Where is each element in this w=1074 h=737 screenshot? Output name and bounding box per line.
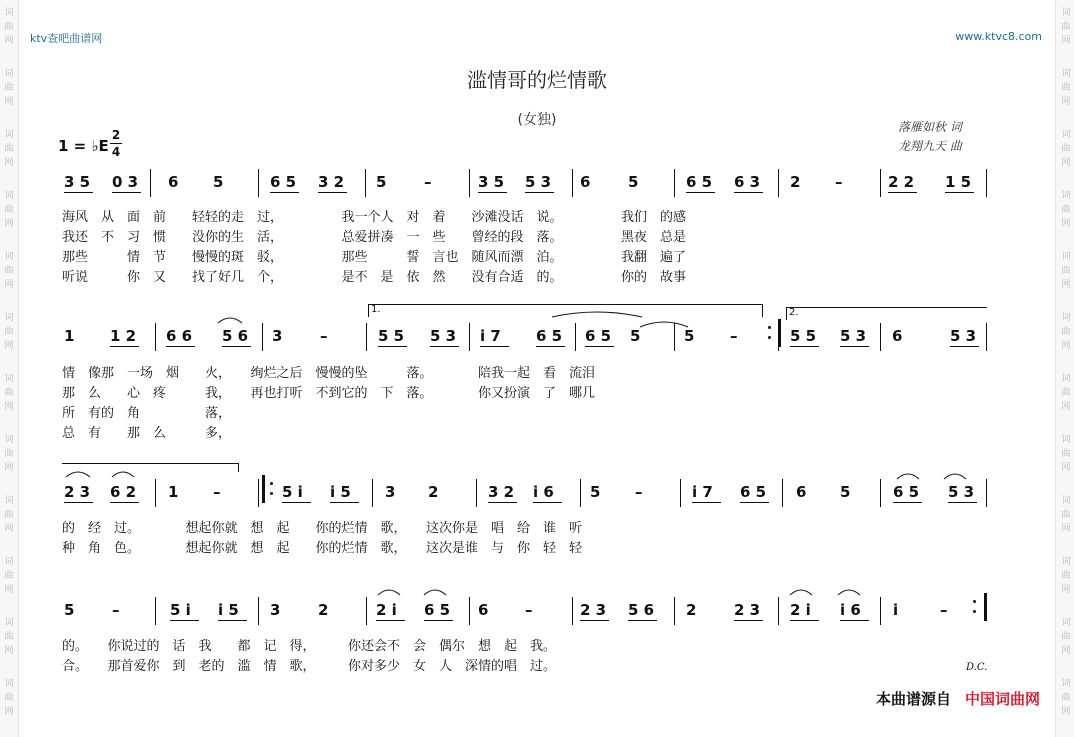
first-ending-label: 1. [371, 304, 381, 315]
watermark-glyph: 网 [1061, 36, 1071, 46]
bar-line [476, 479, 477, 507]
watermark-glyph: 曲 [4, 388, 14, 398]
time-signature-bottom: 4 [111, 145, 121, 159]
note-group: – [424, 173, 432, 191]
note-group: 1 [64, 327, 75, 345]
watermark-glyph: 词 [4, 496, 14, 506]
beam-underline [840, 346, 869, 347]
beam-underline [376, 620, 405, 621]
note-group: 2 3 [580, 601, 607, 619]
beam-underline [790, 346, 819, 347]
beam-underline [488, 502, 517, 503]
watermark-glyph: 词 [4, 130, 14, 140]
slur-arc [838, 588, 860, 596]
note-group: – [835, 173, 843, 191]
watermark-glyph: 网 [4, 524, 14, 534]
bar-line [778, 169, 779, 197]
bar-line [155, 479, 156, 507]
site-link-left[interactable]: ktv查吧曲谱网 [30, 32, 103, 45]
watermark-glyph: 词 [1061, 679, 1071, 689]
beam-underline [270, 192, 299, 193]
watermark-glyph: 曲 [1061, 510, 1071, 520]
beam-underline [480, 346, 509, 347]
note-group: 3 [385, 483, 396, 501]
beam-underline [948, 502, 977, 503]
beam-underline [378, 346, 407, 347]
beam-underline [790, 620, 819, 621]
watermark-glyph: 曲 [1061, 449, 1071, 459]
watermark-glyph: 词 [4, 191, 14, 201]
lyric-line: 总 有 那 么 多， [62, 426, 232, 441]
repeat-start-barline [262, 475, 265, 503]
note-group: 2 [686, 601, 697, 619]
bar-line [680, 479, 681, 507]
slur-arc [112, 470, 134, 478]
note-group: 6 2 [110, 483, 137, 501]
slur-arc [944, 472, 966, 480]
note-group: 2 [428, 483, 439, 501]
watermark-glyph: 曲 [4, 205, 14, 215]
repeat-dot [768, 326, 771, 329]
note-group: 6 [478, 601, 489, 619]
beam-underline [218, 620, 247, 621]
watermark-glyph: 网 [1061, 585, 1071, 595]
note-group: 5 5 [790, 327, 817, 345]
beam-underline [580, 620, 609, 621]
repeat-end-barline [778, 319, 781, 347]
watermark-glyph: 网 [4, 341, 14, 351]
note-group: 5 i [170, 601, 191, 619]
bar-line [575, 323, 576, 351]
note-group: i 7 [692, 483, 713, 501]
note-group: 6 [168, 173, 179, 191]
lyric-line: 海风 从 面 前 轻轻的走 过， 我一个人 对 着 沙滩没话 说。 我们 的感 [62, 210, 687, 225]
watermark-glyph: 词 [4, 679, 14, 689]
note-group: 5 3 [948, 483, 975, 501]
beam-underline [112, 192, 141, 193]
note-group: 0 3 [112, 173, 139, 191]
note-group: i 6 [840, 601, 861, 619]
watermark-glyph: 网 [4, 36, 14, 46]
watermark-glyph: 曲 [1061, 327, 1071, 337]
bar-line [572, 597, 573, 625]
watermark-glyph: 词 [4, 618, 14, 628]
note-group: – [525, 601, 533, 619]
watermark-glyph: 网 [4, 97, 14, 107]
note-group: i 7 [480, 327, 501, 345]
lyric-line: 那些 情 节 慢慢的斑 驳， 那些 誓 言也 随风而漂 泊。 我翻 遍了 [62, 250, 687, 265]
note-group: 3 [270, 601, 281, 619]
note-group: i 5 [330, 483, 351, 501]
bar-line [986, 169, 987, 197]
time-signature [110, 128, 122, 159]
second-ending-label: 2. [789, 307, 799, 318]
note-group: 1 5 [945, 173, 972, 191]
watermark-glyph: 网 [1061, 219, 1071, 229]
da-capo-mark: D.C. [966, 662, 988, 673]
beam-underline [740, 502, 769, 503]
note-group: 5 [64, 601, 75, 619]
bar-line [674, 597, 675, 625]
note-group: 5 [376, 173, 387, 191]
bar-line [572, 169, 573, 197]
beam-underline [430, 346, 459, 347]
slur-arc [790, 588, 812, 596]
repeat-dot [270, 492, 273, 495]
lyric-line: 听说 你 又 找了好几 个， 是不 是 依 然 没有合适 的。 你的 故事 [62, 270, 687, 285]
watermark-glyph: 词 [4, 435, 14, 445]
watermark-glyph: 词 [1061, 557, 1071, 567]
watermark-glyph: 曲 [1061, 266, 1071, 276]
watermark-glyph: 网 [1061, 646, 1071, 656]
slur-arc [218, 316, 242, 324]
beam-underline [64, 192, 93, 193]
watermark-glyph: 网 [1061, 158, 1071, 168]
bar-line [986, 479, 987, 507]
bar-line [469, 169, 470, 197]
note-group: 2 3 [64, 483, 91, 501]
repeat-dot [973, 610, 976, 613]
lyric-line: 种 角 色。 想起你就 想 起 你的烂情 歌， 这次是谁 与 你 轻 轻 [62, 541, 583, 556]
watermark-glyph: 曲 [4, 22, 14, 32]
watermark-glyph: 词 [4, 8, 14, 18]
beam-underline [734, 192, 763, 193]
beam-underline [692, 502, 721, 503]
note-group: 3 2 [488, 483, 515, 501]
beam-underline [628, 620, 657, 621]
bar-line [782, 479, 783, 507]
watermark-glyph: 曲 [4, 693, 14, 703]
note-group: 6 [796, 483, 807, 501]
watermark-glyph: 曲 [1061, 144, 1071, 154]
bar-line [580, 479, 581, 507]
note-group: 6 5 [270, 173, 297, 191]
note-group: i [893, 601, 899, 619]
note-group: 6 [580, 173, 591, 191]
time-signature-line [110, 143, 122, 144]
note-group: 6 [892, 327, 903, 345]
watermark-glyph: 词 [1061, 69, 1071, 79]
song-subtitle: (女独) [517, 112, 557, 128]
bar-line [366, 597, 367, 625]
bar-line [778, 597, 779, 625]
bar-line [469, 323, 470, 351]
note-group: 1 [168, 483, 179, 501]
watermark-glyph: 词 [1061, 374, 1071, 384]
watermark-glyph: 词 [4, 252, 14, 262]
note-group: 6 6 [166, 327, 193, 345]
note-group: 5 [590, 483, 601, 501]
beam-underline [840, 620, 869, 621]
watermark-glyph: 词 [4, 69, 14, 79]
beam-underline [110, 502, 139, 503]
note-group: 2 i [790, 601, 811, 619]
source-footer [876, 688, 1040, 709]
lyric-line: 所 有的 角 落， [62, 406, 232, 421]
watermark-glyph: 词 [4, 557, 14, 567]
note-group: 2 [318, 601, 329, 619]
slur-arc [640, 320, 688, 328]
beam-underline [318, 192, 347, 193]
note-group: 3 [272, 327, 283, 345]
watermark-glyph: 网 [4, 158, 14, 168]
note-group: 5 3 [525, 173, 552, 191]
bar-line [469, 597, 470, 625]
beam-underline [888, 192, 917, 193]
watermark-glyph: 曲 [1061, 571, 1071, 581]
watermark-glyph: 网 [1061, 97, 1071, 107]
watermark-glyph: 网 [1061, 280, 1071, 290]
note-group: 5 3 [430, 327, 457, 345]
note-group: 5 3 [950, 327, 977, 345]
watermark-glyph: 网 [4, 402, 14, 412]
note-group: 5 [684, 327, 695, 345]
slur-arc [897, 472, 919, 480]
lyric-line: 的。 你说过的 话 我 都 记 得， 你还会不 会 偶尔 想 起 我。 [62, 639, 557, 654]
beam-underline [478, 192, 507, 193]
source-label: 本曲谱源自 [875, 690, 951, 708]
note-group: 3 2 [318, 173, 345, 191]
watermark-glyph: 曲 [4, 510, 14, 520]
key-signature: 1 = ♭E [58, 137, 109, 155]
watermark-glyph: 曲 [1061, 388, 1071, 398]
beam-underline [110, 346, 139, 347]
watermark-glyph: 曲 [4, 83, 14, 93]
beam-underline [222, 346, 251, 347]
final-barline [984, 593, 987, 621]
watermark-glyph: 网 [4, 219, 14, 229]
watermark-glyph: 网 [4, 463, 14, 473]
site-link-right[interactable]: www.ktvc8.com [955, 30, 1042, 43]
watermark-glyph: 词 [1061, 496, 1071, 506]
beam-underline [945, 192, 974, 193]
repeat-dot [768, 336, 771, 339]
watermark-glyph: 曲 [1061, 632, 1071, 642]
bar-line [155, 323, 156, 351]
note-group: 5 [213, 173, 224, 191]
watermark-glyph: 词 [1061, 8, 1071, 18]
beam-underline [166, 346, 195, 347]
note-group: i 5 [218, 601, 239, 619]
note-group: 5 6 [628, 601, 655, 619]
bar-line [880, 479, 881, 507]
bar-line [880, 169, 881, 197]
bar-line [366, 323, 367, 351]
note-group: 5 3 [840, 327, 867, 345]
beam-underline [282, 502, 311, 503]
note-group: 6 5 [585, 327, 612, 345]
watermark-glyph: 词 [1061, 130, 1071, 140]
beam-underline [533, 502, 562, 503]
bar-line [258, 479, 259, 507]
note-group: 5 6 [222, 327, 249, 345]
watermark-glyph: 网 [1061, 402, 1071, 412]
watermark-glyph: 曲 [4, 327, 14, 337]
bar-line [155, 597, 156, 625]
repeat-dot [973, 600, 976, 603]
lyric-line: 情 像那 一场 烟 火， 绚烂之后 慢慢的坠 落。 陪我一起 看 流泪 [62, 366, 596, 381]
note-group: 5 i [282, 483, 303, 501]
note-group: 6 5 [424, 601, 451, 619]
song-title: 滥情哥的烂情歌 [467, 68, 607, 92]
lyricist-credit: 落雁如秋 词 [898, 120, 962, 134]
note-group: – [213, 483, 221, 501]
bar-line [880, 323, 881, 351]
note-group: 5 [840, 483, 851, 501]
bar-line [150, 169, 151, 197]
beam-underline [950, 346, 979, 347]
watermark-glyph: 词 [1061, 191, 1071, 201]
time-signature-top: 2 [111, 128, 121, 142]
lyric-line: 那 么 心 疼 我， 再也打听 不到它的 下 落。 你又扮演 了 哪几 [62, 386, 596, 401]
note-group: i 6 [533, 483, 554, 501]
note-group: 1 2 [110, 327, 137, 345]
watermark-glyph: 词 [1061, 618, 1071, 628]
note-group: 5 [630, 327, 641, 345]
bar-line [365, 169, 366, 197]
note-group: 6 5 [740, 483, 767, 501]
bar-line [880, 597, 881, 625]
watermark-glyph: 曲 [4, 571, 14, 581]
note-group: 2 i [376, 601, 397, 619]
note-group: 5 5 [378, 327, 405, 345]
note-group: 5 [628, 173, 639, 191]
composer-credit: 龙翔九天 曲 [898, 139, 962, 153]
watermark-glyph: 曲 [4, 632, 14, 642]
source-site-link[interactable]: 中国词曲网 [964, 690, 1040, 708]
note-group: 2 [790, 173, 801, 191]
watermark-glyph: 网 [1061, 463, 1071, 473]
bar-line [262, 323, 263, 351]
watermark-glyph: 曲 [1061, 22, 1071, 32]
watermark-glyph: 曲 [4, 144, 14, 154]
watermark-glyph: 网 [4, 707, 14, 717]
beam-underline [585, 346, 614, 347]
note-group: 3 5 [64, 173, 91, 191]
beam-underline [64, 502, 93, 503]
watermark-glyph: 网 [1061, 524, 1071, 534]
slur-arc [66, 470, 90, 478]
watermark-glyph: 网 [4, 280, 14, 290]
note-group: 2 2 [888, 173, 915, 191]
watermark-glyph: 曲 [1061, 83, 1071, 93]
bar-line [372, 479, 373, 507]
beam-underline [525, 192, 554, 193]
lyric-line: 合。 那首爱你 到 老的 滥 情 歌， 你对多少 女 人 深情的唱 过。 [62, 659, 557, 674]
note-group: – [320, 327, 328, 345]
bar-line [258, 169, 259, 197]
beam-underline [330, 502, 359, 503]
watermark-glyph: 网 [1061, 707, 1071, 717]
watermark-glyph: 词 [4, 313, 14, 323]
watermark-glyph: 词 [1061, 252, 1071, 262]
bar-line [986, 323, 987, 351]
bar-line [258, 597, 259, 625]
slur-arc [424, 588, 446, 596]
beam-underline [893, 502, 922, 503]
watermark-glyph: 网 [4, 646, 14, 656]
watermark-glyph: 词 [4, 374, 14, 384]
beam-underline [734, 620, 763, 621]
watermark-glyph: 词 [1061, 313, 1071, 323]
watermark-glyph: 曲 [4, 266, 14, 276]
beam-underline [536, 346, 565, 347]
second-ending-bracket [786, 307, 987, 320]
beam-underline [686, 192, 715, 193]
beam-underline [424, 620, 453, 621]
watermark-glyph: 曲 [4, 449, 14, 459]
note-group: – [940, 601, 948, 619]
note-group: 6 5 [686, 173, 713, 191]
note-group: – [730, 327, 738, 345]
note-group: 2 3 [734, 601, 761, 619]
watermark-glyph: 曲 [1061, 205, 1071, 215]
lyric-line: 我还 不 习 惯 没你的生 活， 总爱拼凑 一 些 曾经的段 落。 黑夜 总是 [62, 230, 687, 245]
watermark-glyph: 网 [4, 585, 14, 595]
slur-arc [378, 588, 400, 596]
note-group: – [635, 483, 643, 501]
watermark-glyph: 曲 [1061, 693, 1071, 703]
note-group: 6 5 [536, 327, 563, 345]
note-group: 6 5 [893, 483, 920, 501]
note-group: – [112, 601, 120, 619]
beam-underline [170, 620, 199, 621]
watermark-glyph: 网 [1061, 341, 1071, 351]
bar-line [674, 169, 675, 197]
note-group: 3 5 [478, 173, 505, 191]
slur-arc [552, 310, 642, 318]
note-group: 6 3 [734, 173, 761, 191]
repeat-dot [270, 482, 273, 485]
watermark-glyph: 词 [1061, 435, 1071, 445]
lyric-line: 的 经 过。 想起你就 想 起 你的烂情 歌， 这次你是 唱 给 谁 听 [62, 521, 583, 536]
